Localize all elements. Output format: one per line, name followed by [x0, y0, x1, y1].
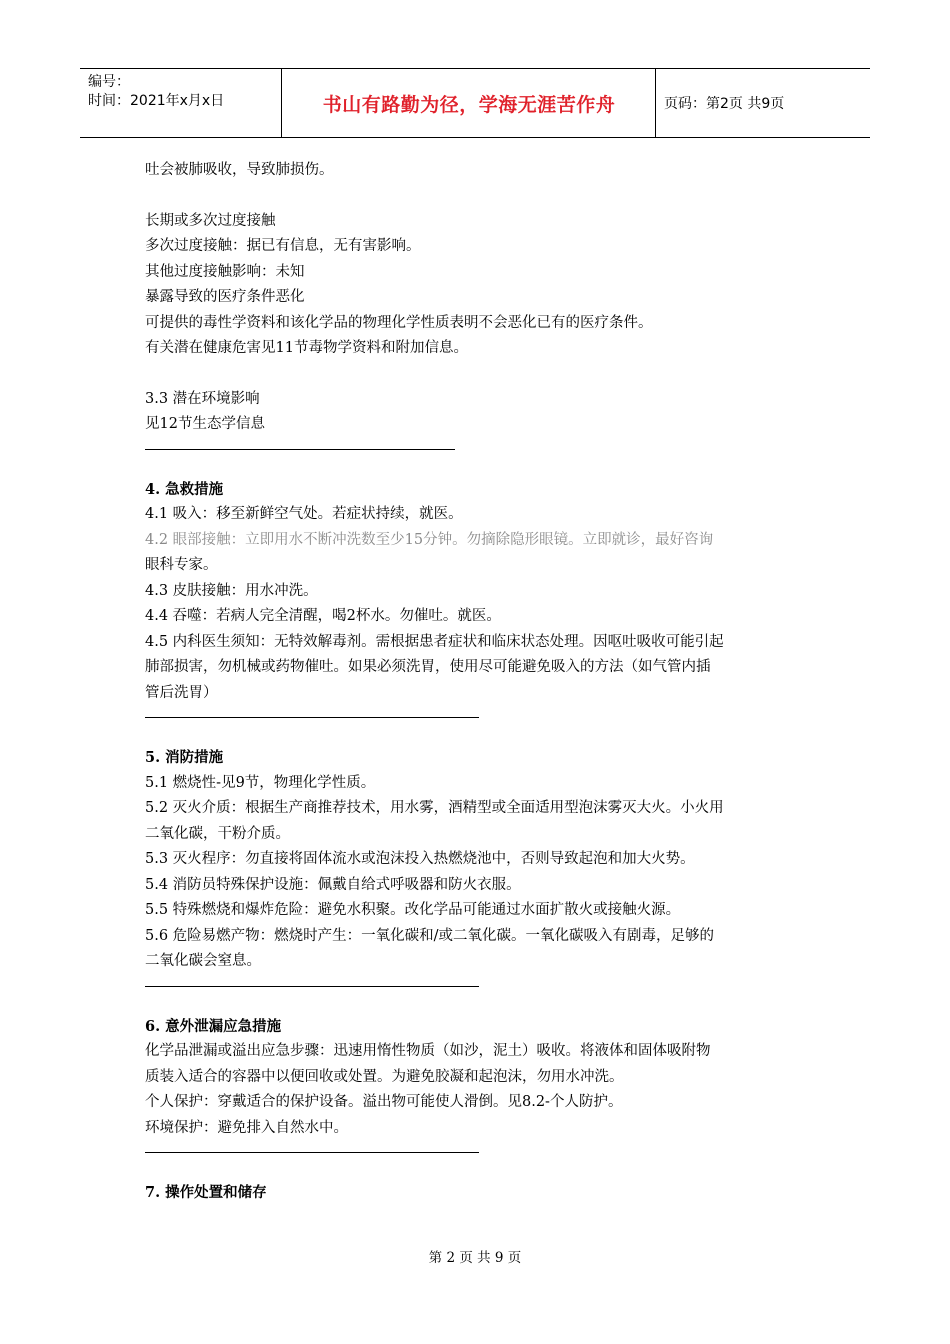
text-line: 多次过度接触：据已有信息，无有害影响。 [145, 238, 421, 254]
text-line: 个人保护：穿戴适合的保护设备。溢出物可能使人滑倒。见8.2-个人防护。 [145, 1094, 623, 1110]
text-line: 见12节生态学信息 [145, 416, 265, 432]
section-title: 7. 操作处置和储存 [145, 1184, 267, 1201]
text-line: 4.2 眼部接触：立即用水不断冲洗数至少15分钟。勿摘除隐形眼镜。立即就诊，最好咨询 [145, 531, 714, 548]
text-line: 暴露导致的医疗条件恶化 [145, 289, 305, 305]
text-line: 其他过度接触影响：未知 [145, 263, 305, 280]
header-motto: 书山有路勤为径，学海无涯苦作舟 [283, 69, 656, 137]
text-line: 5.4 消防员特殊保护设施：佩戴自给式呼吸器和防火衣服。 [145, 876, 521, 893]
section-title: 5. 消防措施 [145, 749, 224, 766]
page-header [80, 68, 870, 138]
text-line: 4.3 皮肤接触：用水冲洗。 [145, 582, 318, 599]
page-footer: 第 2 页 共 9 页 [428, 1250, 522, 1266]
text-line: 质装入适合的容器中以便回收或处置。为避免胶凝和起泡沫，勿用水冲洗。 [145, 1068, 624, 1085]
text-line: 4.1 吸入：移至新鲜空气处。若症状持续，就医。 [145, 506, 463, 522]
time-label: 时间：2021年x月x日 [88, 93, 225, 109]
subsection-title: 3.3 潜在环境影响 [145, 390, 260, 407]
text-line: 4.5 内科医生须知：无特效解毒剂。需根据患者症状和临床状态处理。因呕吐吸收可能引起 [145, 633, 724, 650]
text-line: 吐会被肺吸收，导致肺损伤。 [145, 162, 334, 178]
text-line: 长期或多次过度接触 [145, 212, 276, 229]
text-line: 肺部损害，勿机械或药物催吐。如果必须洗胃，使用尽可能避免吸入的方法（如气管内插 [145, 659, 711, 675]
section-title: 4. 急救措施 [145, 480, 224, 498]
section-divider [145, 1152, 479, 1153]
header-page-info: 页码：第2页 共9页 [664, 96, 785, 112]
document-body [145, 158, 810, 1206]
text-line: 环境保护：避免排入自然水中。 [145, 1119, 348, 1136]
text-line: 可提供的毒性学资料和该化学品的物理化学性质表明不会恶化已有的医疗条件。 [145, 314, 653, 331]
text-line: 化学品泄漏或溢出应急步骤：迅速用惰性物质（如沙，泥土）吸收。将液体和固体吸附物 [145, 1043, 711, 1059]
text-line: 5.6 危险易燃产物：燃烧时产生：一氧化碳和/或二氧化碳。一氧化碳吸入有剧毒，足够的 [145, 927, 715, 944]
text-line: 5.5 特殊燃烧和爆炸危险：避免水积聚。改化学品可能通过水面扩散火或接触火源。 [145, 902, 681, 918]
text-line: 有关潜在健康危害见11节毒物学资料和附加信息。 [145, 340, 468, 356]
text-line: 管后洗胃） [145, 684, 218, 701]
section-divider [145, 449, 455, 450]
text-line: 5.1 燃烧性-见9节，物理化学性质。 [145, 774, 376, 791]
text-line: 4.4 吞噬：若病人完全清醒，喝2杯水。勿催吐。就医。 [145, 608, 501, 624]
text-line: 二氧化碳会窒息。 [145, 953, 261, 969]
text-line: 5.3 灭火程序：勿直接将固体流水或泡沫投入热燃烧池中，否则导致起泡和加大火势。 [145, 851, 695, 867]
section-title: 6. 意外泄漏应急措施 [145, 1017, 282, 1035]
number-label: 编号： [88, 74, 130, 90]
text-line: 眼科专家。 [145, 557, 218, 573]
text-line: 5.2 灭火介质：根据生产商推荐技术，用水雾，酒精型或全面适用型泡沫雾灭大火。小火用 [145, 800, 724, 816]
text-line: 二氧化碳，干粉介质。 [145, 825, 290, 842]
section-divider [145, 986, 479, 987]
header-meta [80, 69, 282, 137]
section-divider [145, 717, 479, 718]
